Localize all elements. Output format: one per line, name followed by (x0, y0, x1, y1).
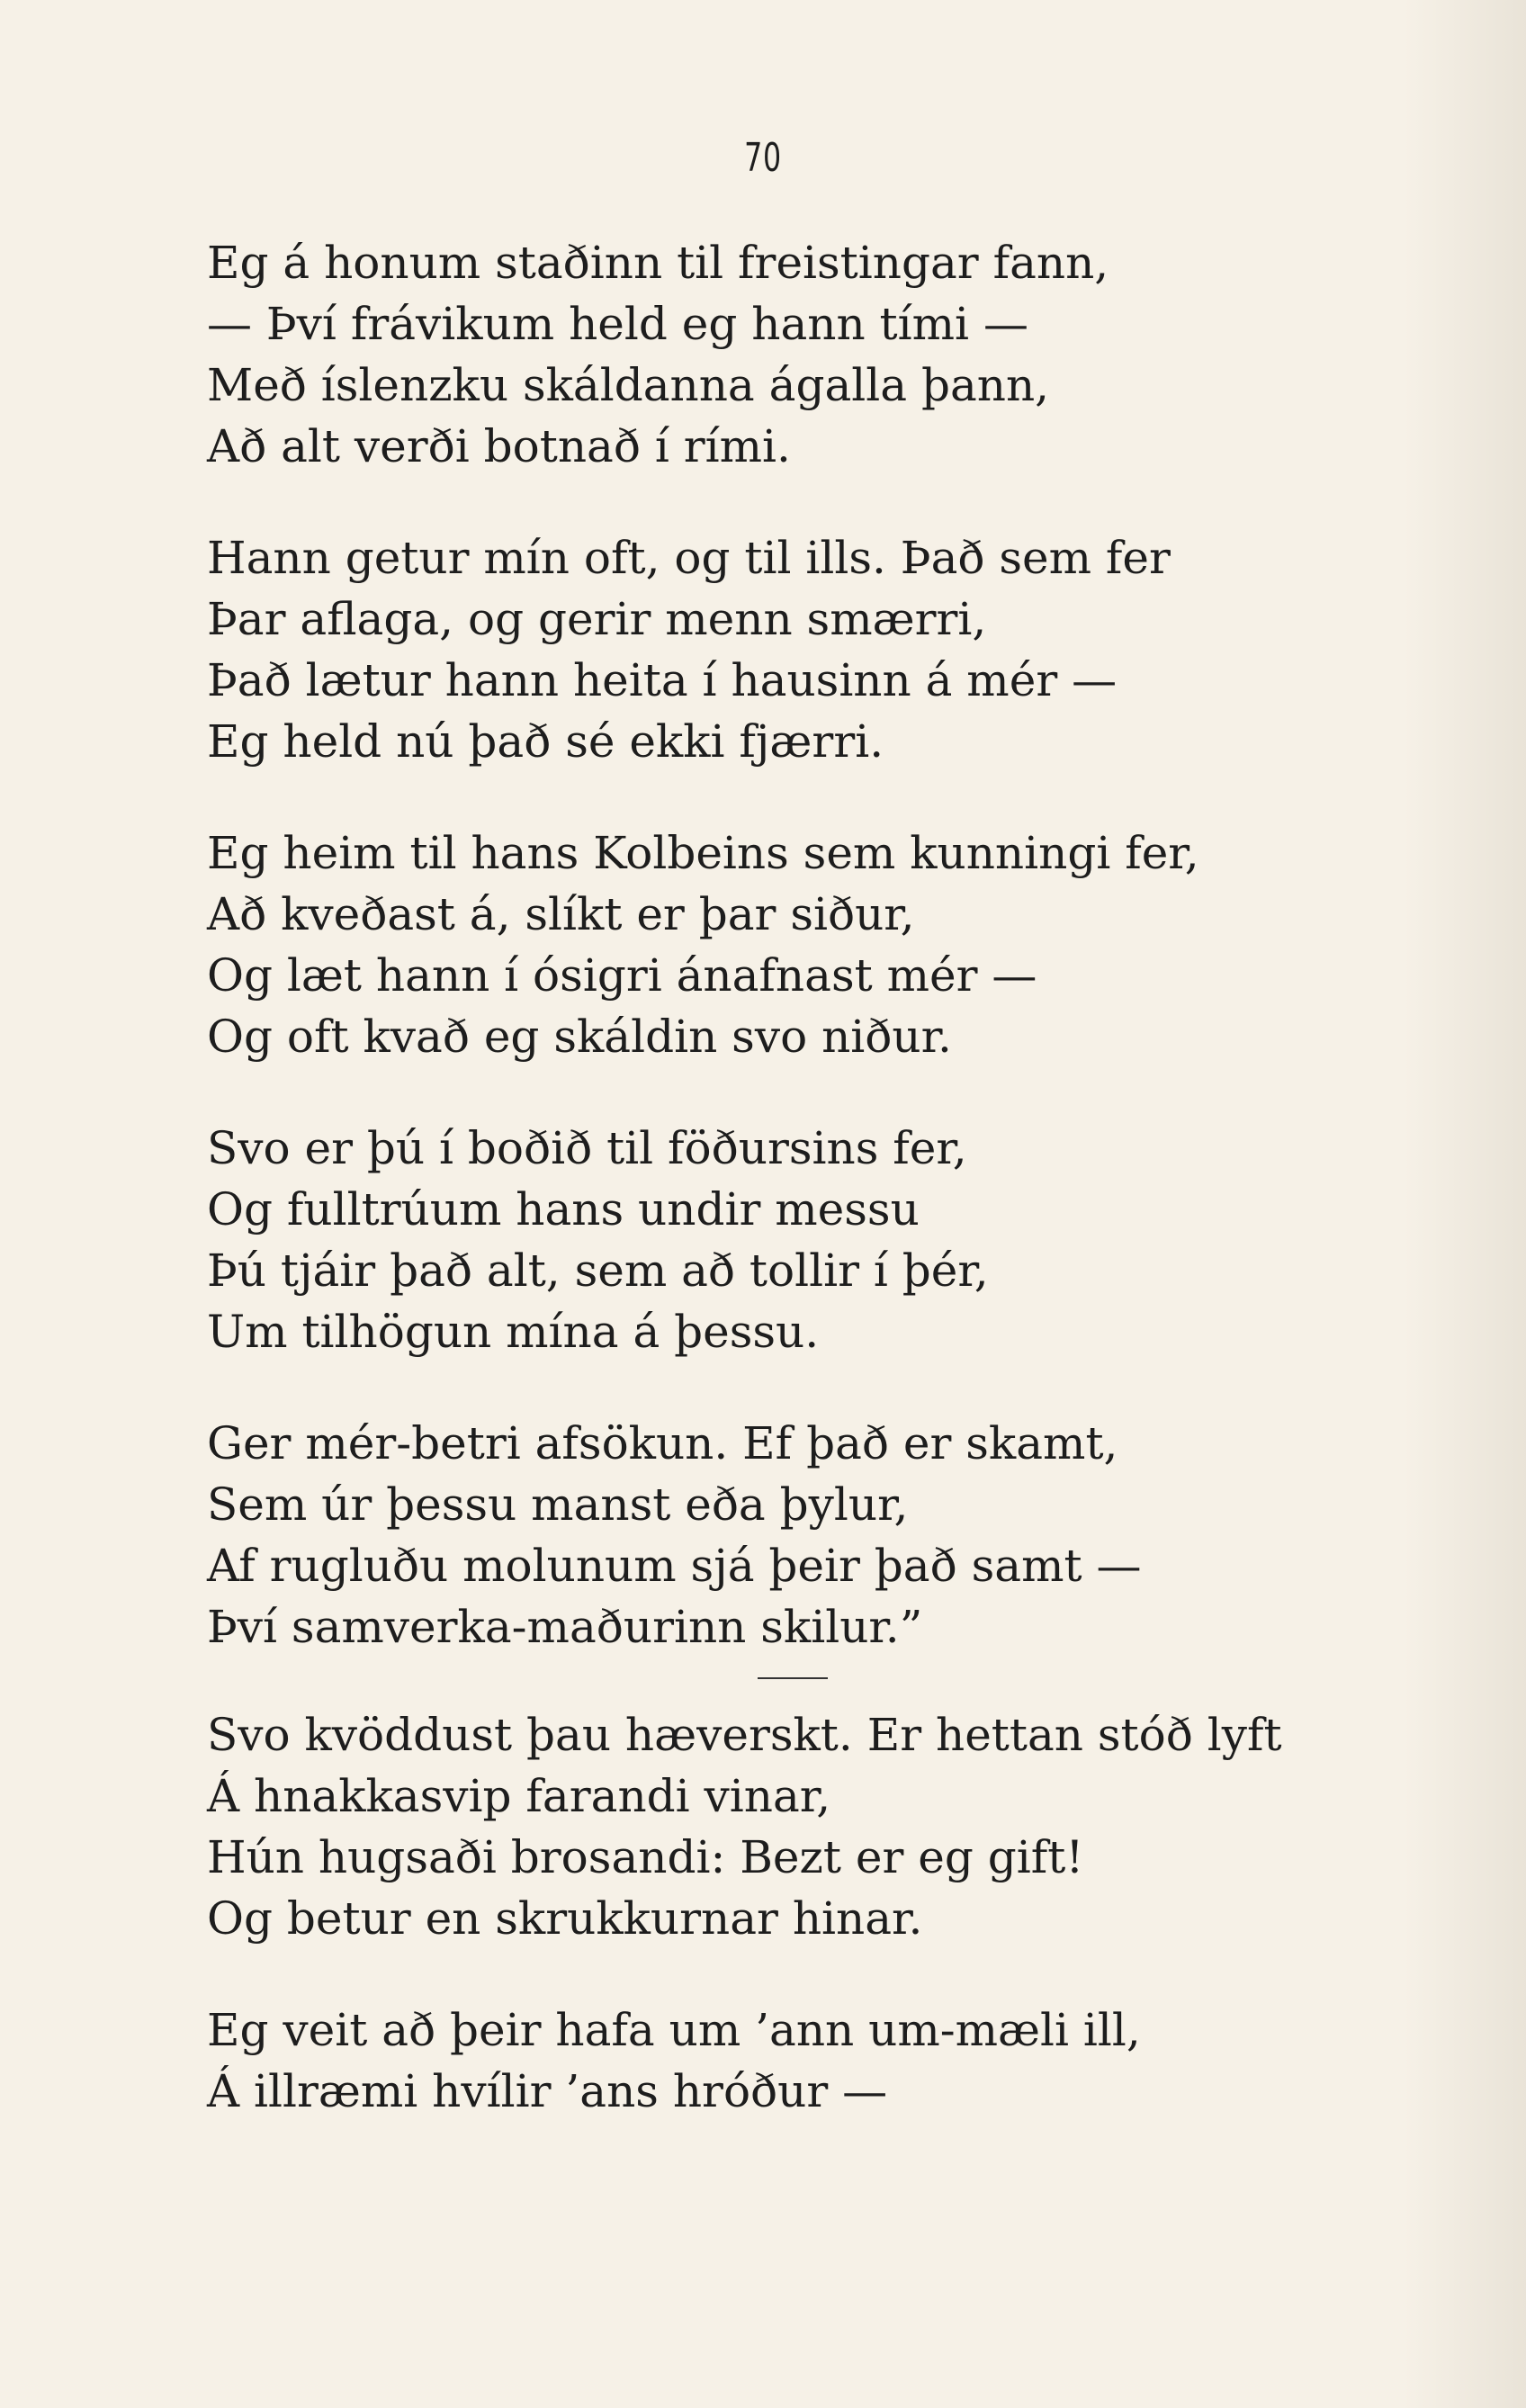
poem-line: Á hnakkasvip farandi vinar, (207, 1770, 831, 1822)
poem-line: Af rugluðu molunum sjá þeir það samt — (207, 1540, 1142, 1592)
poem-line: Á illræmi hvílir ’ans hróður — (207, 2065, 888, 2117)
stanza-7 (207, 1999, 1467, 2122)
poem-text (207, 232, 1467, 2172)
poem-line: Eg heim til hans Kolbeins sem kunningi fer, (207, 827, 1199, 879)
poem-line: Þú tjáir það alt, sem að tollir í þér, (207, 1244, 989, 1297)
poem-line: Þar aflaga, og gerir menn smærri, (207, 593, 987, 645)
poem-line: Að kveðast á, slíkt er þar siður, (207, 888, 915, 940)
poem-line: Um tilhögun mína á þessu. (207, 1306, 820, 1358)
page-number: 70 (744, 135, 782, 181)
poem-line: Eg á honum staðinn til freistingar fann, (207, 237, 1109, 289)
poem-line: Og læt hann í ósigri ánafnast mér — (207, 949, 1037, 1002)
poem-line: Með íslenzku skáldanna ágalla þann, (207, 359, 1050, 411)
poem-line: Hann getur mín oft, og til ills. Það sem fer (207, 532, 1171, 584)
poem-line: Og oft kvað eg skáldin svo niður. (207, 1011, 952, 1063)
stanza-3 (207, 822, 1467, 1067)
stanza-6 (207, 1704, 1467, 1949)
stanza-5 (207, 1413, 1467, 1658)
stanza-4 (207, 1118, 1467, 1362)
poem-line: Eg veit að þeir hafa um ’ann um-mæli ill, (207, 2004, 1141, 2056)
poem-line: Svo kvöddust þau hæverskt. Er hettan stóð lyft (207, 1709, 1282, 1761)
poem-line: Sem úr þessu manst eða þylur, (207, 1478, 909, 1531)
poem-line: Og betur en skrukkurnar hinar. (207, 1892, 923, 1945)
stanza-1 (207, 232, 1467, 477)
poem-line: Að alt verði botnað í rími. (207, 420, 791, 472)
poem-line: Og fulltrúum hans undir messu (207, 1183, 920, 1235)
poem-line: Það lætur hann heita í hausinn á mér — (207, 654, 1118, 706)
stanza-2 (207, 527, 1467, 772)
poem-line: Eg held nú það sé ekki fjærri. (207, 715, 884, 768)
poem-line: Ger mér-betri afsökun. Ef það er skamt, (207, 1417, 1118, 1469)
poem-line: — Því frávikum held eg hann tími — (207, 298, 1028, 350)
section-divider (758, 1677, 828, 1679)
poem-line: Því samverka-maðurinn skilur.” (207, 1601, 923, 1653)
poem-line: Svo er þú í boðið til föðursins fer, (207, 1122, 967, 1174)
poem-line: Hún hugsaði brosandi: Bezt er eg gift! (207, 1831, 1084, 1883)
